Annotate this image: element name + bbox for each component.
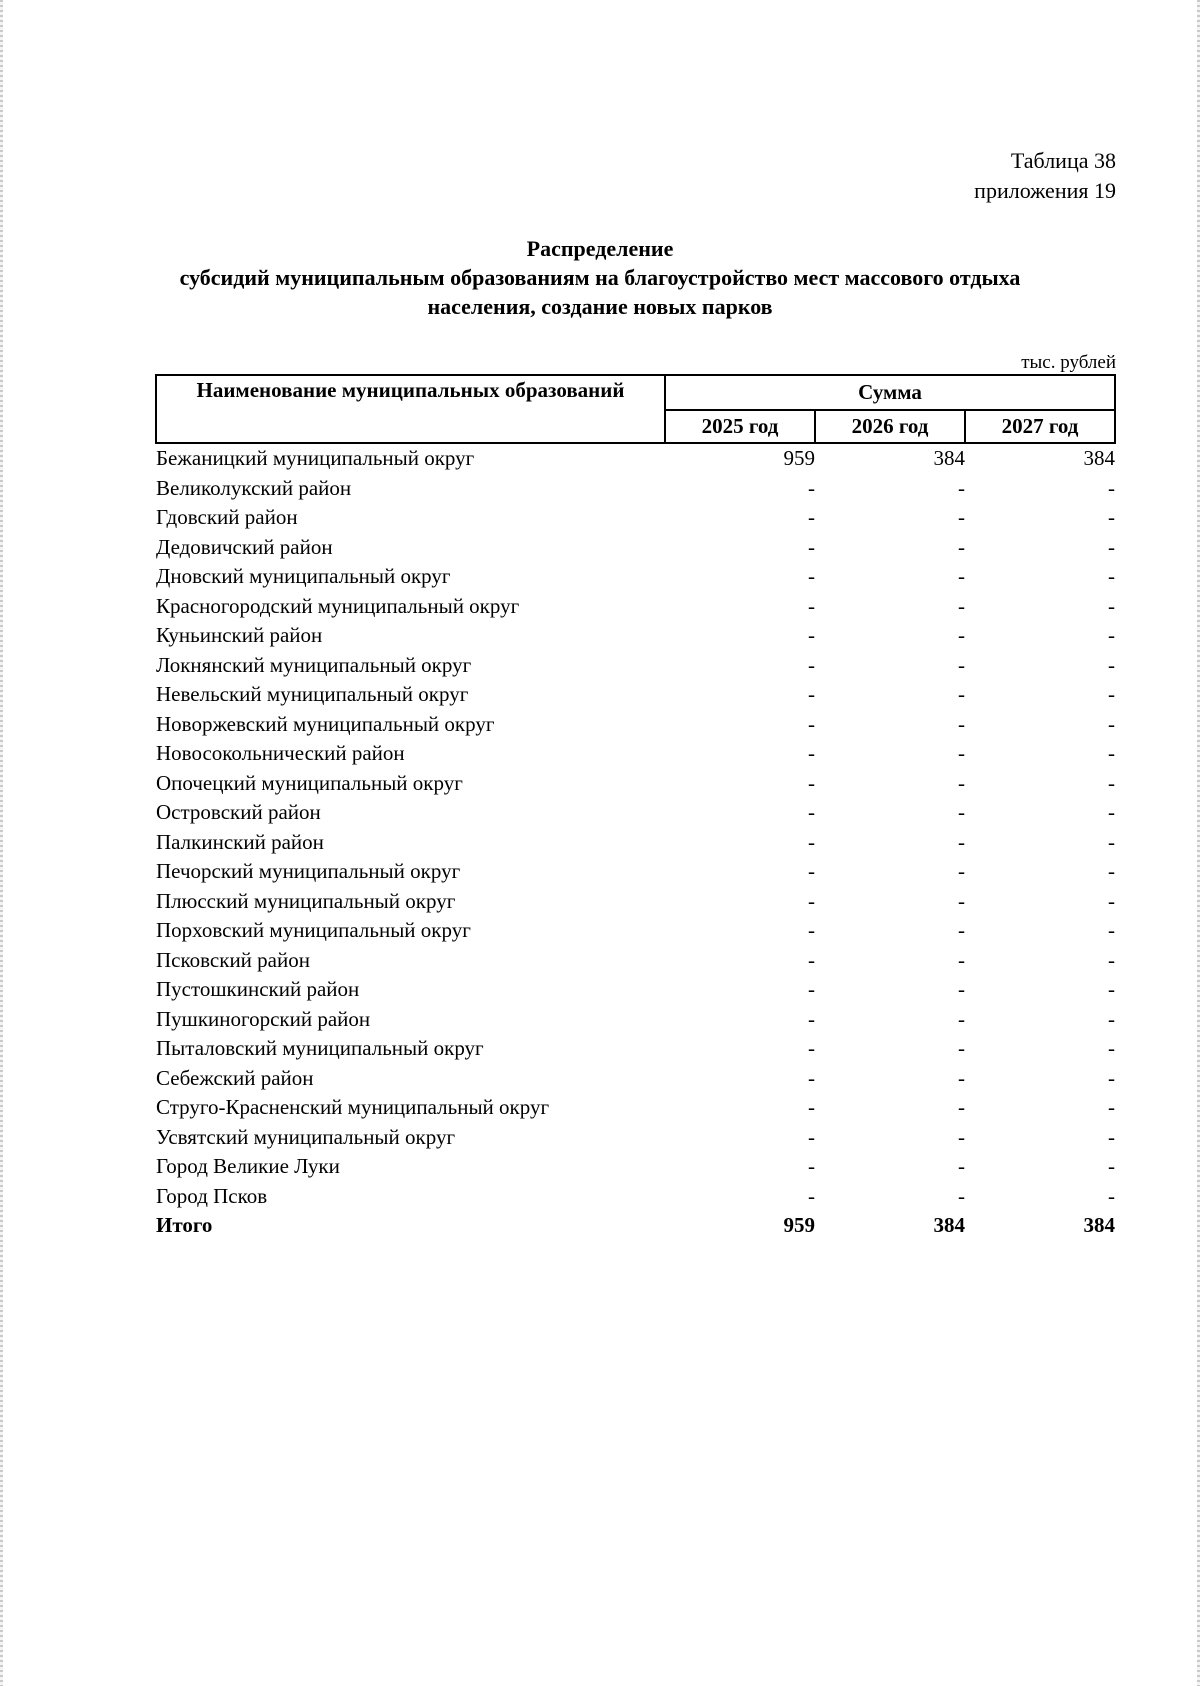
amount-cell: -: [1108, 623, 1115, 647]
municipality-name: Псковский район: [156, 947, 310, 972]
table-row: [156, 651, 1115, 681]
municipality-name: Пыталовский муниципальный округ: [156, 1036, 484, 1060]
table-row: [156, 710, 1115, 740]
amount-cell: -: [1108, 741, 1115, 765]
amount-cell: 384: [1083, 446, 1115, 470]
amount-cell: -: [808, 977, 815, 1001]
amount-cell: -: [958, 1095, 965, 1119]
column-header-year: 2025 год: [665, 410, 815, 443]
amount-cell: -: [808, 1006, 815, 1031]
column-header-year: 2026 год: [815, 410, 965, 443]
amount-cell: -: [808, 711, 815, 736]
municipality-name: Город Псков: [156, 1183, 268, 1208]
table-row: [156, 887, 1115, 917]
amount-cell: -: [1108, 475, 1115, 500]
amount-cell: -: [1108, 1124, 1115, 1149]
amount-cell: -: [808, 1154, 815, 1178]
amount-cell: -: [958, 475, 965, 500]
title-line-3: населения, создание новых парков: [427, 294, 773, 319]
table-row: [156, 769, 1115, 799]
units-label: тыс. рублей: [1021, 352, 1116, 373]
subsidy-table: [155, 374, 1116, 1241]
municipality-name: Себежский район: [156, 1065, 314, 1090]
amount-cell: -: [958, 652, 965, 677]
table-number: Таблица 38: [1010, 148, 1116, 173]
table-row: [156, 592, 1115, 622]
amount-cell: 384: [1083, 1213, 1115, 1237]
document-title: [100, 234, 1100, 321]
table-row: [156, 798, 1115, 828]
amount-cell: -: [1108, 652, 1115, 677]
amount-cell: -: [1108, 682, 1115, 706]
amount-cell: -: [808, 918, 815, 942]
amount-cell: -: [1108, 1183, 1115, 1208]
amount-cell: -: [958, 859, 965, 883]
table-row: [156, 1005, 1115, 1035]
amount-cell: -: [1108, 711, 1115, 736]
amount-cell: -: [1108, 1095, 1115, 1119]
amount-cell: -: [808, 593, 815, 618]
amount-cell: -: [958, 1124, 965, 1149]
municipality-name: Дедовичский район: [156, 534, 333, 559]
amount-cell: -: [1108, 564, 1115, 588]
municipality-name: Гдовский район: [156, 505, 298, 529]
amount-cell: -: [958, 800, 965, 824]
municipality-name: Куньинский район: [156, 623, 323, 647]
municipality-name: Порховский муниципальный округ: [156, 918, 471, 942]
municipality-name: Великолукский район: [156, 475, 352, 500]
amount-cell: -: [808, 888, 815, 913]
amount-cell: -: [808, 505, 815, 529]
title-line-1: Распределение: [526, 236, 674, 261]
amount-cell: -: [1108, 977, 1115, 1001]
amount-cell: -: [808, 947, 815, 972]
title-line-2: субсидий муниципальным образованиям на благоустройство мест массового отдыха: [179, 265, 1021, 290]
municipality-name: Невельский муниципальный округ: [156, 682, 469, 706]
column-header-sum: Сумма: [665, 375, 1115, 410]
table-row: [156, 533, 1115, 563]
amount-cell: -: [958, 1006, 965, 1031]
amount-cell: -: [958, 623, 965, 647]
amount-cell: -: [808, 741, 815, 765]
amount-cell: -: [1108, 829, 1115, 854]
table-row: [156, 857, 1115, 887]
municipality-name: Бежаницкий муниципальный округ: [156, 446, 475, 470]
municipality-name: Усвятский муниципальный округ: [156, 1124, 456, 1149]
municipality-name: Дновский муниципальный округ: [156, 564, 451, 588]
table-row: [156, 1182, 1115, 1212]
total-row: [156, 1211, 1115, 1241]
municipality-name: Локнянский муниципальный округ: [156, 652, 472, 677]
amount-cell: -: [1108, 770, 1115, 795]
amount-cell: -: [1108, 505, 1115, 529]
amount-cell: -: [808, 1183, 815, 1208]
amount-cell: -: [1108, 1065, 1115, 1090]
amount-cell: 384: [933, 446, 965, 470]
municipality-name: Печорский муниципальный округ: [156, 859, 461, 883]
amount-cell: -: [1108, 918, 1115, 942]
municipality-name: Пушкиногорский район: [156, 1006, 371, 1031]
amount-cell: -: [958, 770, 965, 795]
table-row: [156, 946, 1115, 976]
amount-cell: -: [958, 1154, 965, 1178]
municipality-name: Островский район: [156, 800, 321, 824]
amount-cell: -: [958, 1183, 965, 1208]
table-reference: [974, 146, 1116, 206]
amount-cell: -: [958, 534, 965, 559]
amount-cell: -: [808, 800, 815, 824]
amount-cell: 959: [783, 1213, 815, 1237]
table-row: [156, 1093, 1115, 1123]
municipality-name: Новоржевский муниципальный округ: [156, 711, 495, 736]
amount-cell: 384: [933, 1213, 965, 1237]
municipality-name: Плюсский муниципальный округ: [156, 888, 456, 913]
amount-cell: -: [808, 564, 815, 588]
table-row: [156, 1123, 1115, 1153]
amount-cell: -: [1108, 1154, 1115, 1178]
municipality-name: Пустошкинский район: [156, 977, 360, 1001]
amount-cell: -: [958, 829, 965, 854]
amount-cell: -: [958, 947, 965, 972]
amount-cell: -: [808, 770, 815, 795]
amount-cell: -: [1108, 800, 1115, 824]
table-row: [156, 503, 1115, 533]
amount-cell: -: [958, 977, 965, 1001]
table-row: [156, 562, 1115, 592]
amount-cell: -: [958, 888, 965, 913]
amount-cell: -: [808, 1036, 815, 1060]
table-row: [156, 621, 1115, 651]
amount-cell: -: [958, 1065, 965, 1090]
table-row: [156, 828, 1115, 858]
table-row: [156, 975, 1115, 1005]
amount-cell: -: [808, 829, 815, 854]
municipality-name: Опочецкий муниципальный округ: [156, 770, 463, 795]
amount-cell: 959: [783, 446, 815, 470]
amount-cell: -: [808, 623, 815, 647]
amount-cell: -: [958, 505, 965, 529]
table-row: [156, 1034, 1115, 1064]
amount-cell: -: [808, 1095, 815, 1119]
amount-cell: -: [808, 1065, 815, 1090]
scan-left-edge: [0, 0, 3, 1686]
amount-cell: -: [1108, 1006, 1115, 1031]
table-row: [156, 739, 1115, 769]
municipality-name: Струго-Красненский муниципальный округ: [156, 1095, 550, 1119]
table-row: [156, 1152, 1115, 1182]
amount-cell: -: [808, 1124, 815, 1149]
total-label: Итого: [156, 1213, 213, 1237]
column-header-year: 2027 год: [965, 410, 1115, 443]
amount-cell: -: [808, 534, 815, 559]
municipality-name: Город Великие Луки: [156, 1154, 340, 1178]
table-row: [156, 443, 1115, 474]
amount-cell: -: [808, 475, 815, 500]
amount-cell: -: [1108, 888, 1115, 913]
amount-cell: -: [1108, 1036, 1115, 1060]
municipality-name: Палкинский район: [156, 829, 324, 854]
amount-cell: -: [1108, 534, 1115, 559]
amount-cell: -: [1108, 593, 1115, 618]
amount-cell: -: [958, 682, 965, 706]
amount-cell: -: [1108, 859, 1115, 883]
amount-cell: -: [958, 1036, 965, 1060]
table-row: [156, 916, 1115, 946]
amount-cell: -: [1108, 947, 1115, 972]
amount-cell: -: [808, 652, 815, 677]
municipality-name: Новосокольнический район: [156, 741, 405, 765]
table-row: [156, 1064, 1115, 1094]
amount-cell: -: [958, 593, 965, 618]
amount-cell: -: [958, 711, 965, 736]
table-body: [156, 443, 1115, 1241]
appendix-reference: приложения 19: [974, 178, 1116, 203]
amount-cell: -: [958, 918, 965, 942]
table-row: [156, 474, 1115, 504]
amount-cell: -: [958, 741, 965, 765]
amount-cell: -: [958, 564, 965, 588]
table-row: [156, 680, 1115, 710]
municipality-name: Красногородский муниципальный округ: [156, 593, 520, 618]
column-header-name: Наименование муниципальных образований: [156, 375, 665, 443]
amount-cell: -: [808, 682, 815, 706]
amount-cell: -: [808, 859, 815, 883]
